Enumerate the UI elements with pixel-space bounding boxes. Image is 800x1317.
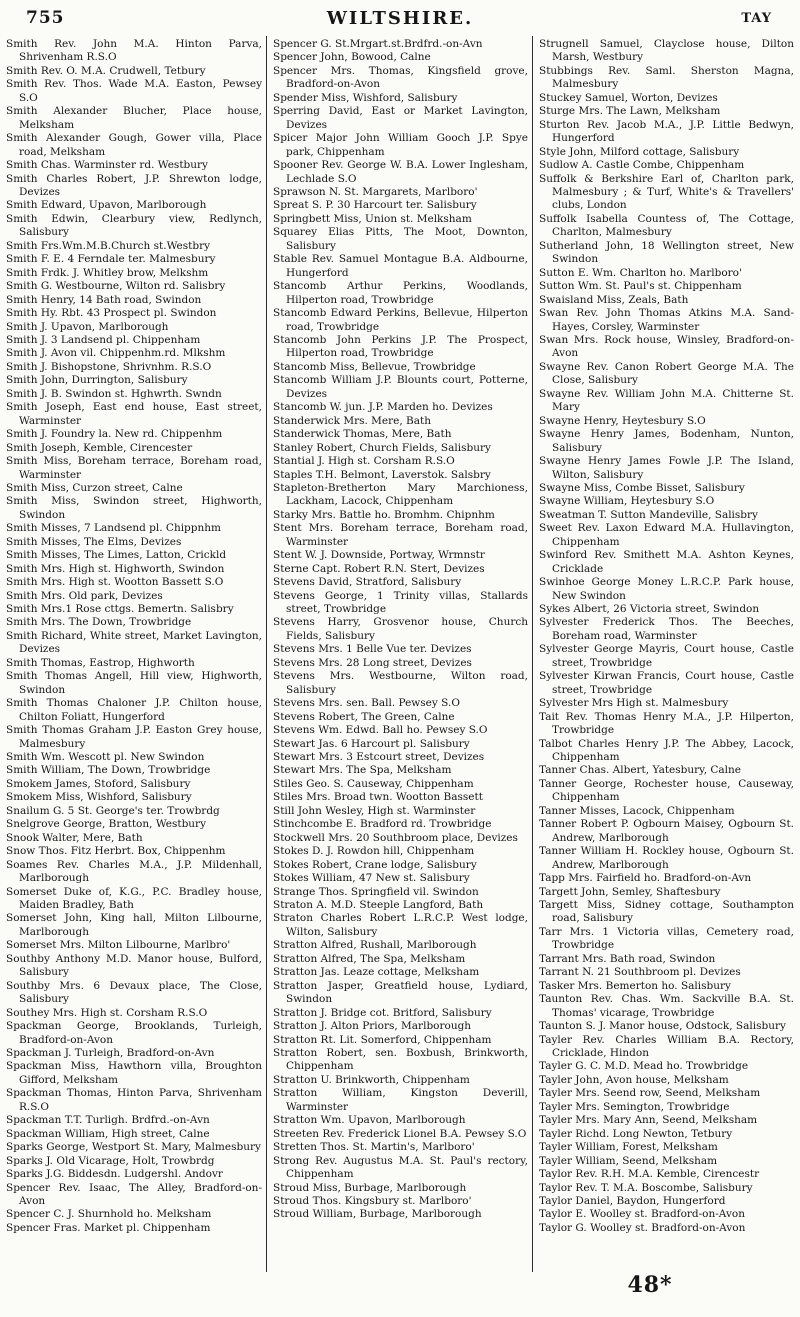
directory-entry: Tarrant N. 21 Southbroom pl. Devizes	[539, 966, 741, 979]
directory-entry: Swayne Henry, Heytesbury S.O	[539, 414, 706, 427]
directory-entry: Smith Mrs.1 Rose cttgs. Bemertn. Salisbry	[6, 603, 234, 616]
directory-entry: Stratton Alfred, The Spa, Melksham	[273, 952, 466, 965]
directory-entry: Snelgrove George, Bratton, Westbury	[6, 818, 207, 831]
directory-entry: Stancomb Arthur Perkins, Woodlands, Hilperton road, Trowbridge	[273, 280, 528, 306]
directory-entry: Smith Mrs. The Down, Trowbridge	[6, 616, 192, 629]
directory-entry: Smith G. Westbourne, Wilton rd. Salisbry	[6, 280, 226, 293]
directory-entry: Smith Misses, 7 Landsend pl. Chippnhm	[6, 522, 221, 535]
directory-entry: Stokes D. J. Rowdon hill, Chippenham	[273, 845, 475, 858]
directory-entry: Taylor Rev. T. M.A. Boscombe, Salisbury	[539, 1181, 753, 1194]
directory-entry: Smith J. Foundry la. New rd. Chippenhm	[6, 428, 223, 441]
directory-entry: Straton Charles Robert L.R.C.P. West lodge, Wilton, Salisbury	[273, 912, 528, 938]
directory-entry: Stubbings Rev. Saml. Sherston Magna, Malmesbury	[539, 64, 794, 91]
directory-entry: Stancomb W. jun. J.P. Marden ho. Devizes	[273, 401, 493, 414]
directory-entry: Sutton E. Wm. Charlton ho. Marlboro'	[539, 266, 742, 279]
directory-entry: Smith Frs.Wm.M.B.Church st.Westbry	[6, 239, 211, 252]
directory-entry: Smith Miss, Curzon street, Calne	[6, 481, 183, 494]
directory-entry: Standerwick Thomas, Mere, Bath	[273, 428, 452, 441]
directory-entry: Spencer Mrs. Thomas, Kingsfield grove, Bradford-on-Avon	[273, 64, 528, 91]
directory-entry: Stevens Mrs. 1 Belle Vue ter. Devizes	[273, 643, 472, 656]
directory-entry: Tayler John, Avon house, Melksham	[539, 1073, 729, 1086]
directory-entry: Stevens George, 1 Trinity villas, Stallards street, Trowbridge	[273, 589, 528, 616]
directory-entry: Stratton U. Brinkworth, Chippenham	[273, 1073, 470, 1086]
directory-entry: Tarr Mrs. 1 Victoria villas, Cemetery road, Trowbridge	[539, 925, 794, 952]
directory-entry: Smith Misses, The Elms, Devizes	[6, 535, 182, 548]
directory-entry: Southby Mrs. 6 Devaux place, The Close, Salisbury	[6, 979, 262, 1006]
directory-entry: Smith F. E. 4 Ferndale ter. Malmesbury	[6, 253, 216, 266]
directory-entry: Smith Wm. Wescott pl. New Swindon	[6, 751, 205, 764]
directory-entry: Smith J. 3 Landsend pl. Chippenham	[6, 333, 201, 346]
directory-entry: Taunton Rev. Chas. Wm. Sackville B.A. St. Thomas' vicarage, Trowbridge	[539, 993, 794, 1019]
directory-entry: Targett Miss, Sidney cottage, Southampton road, Salisbury	[539, 899, 794, 925]
directory-entry: Stokes William, 47 New st. Salisbury	[273, 872, 470, 885]
directory-entry: Stancomb Miss, Bellevue, Trowbridge	[273, 360, 476, 373]
directory-entry: Smith Alexander Gough, Gower villa, Place road, Melksham	[6, 132, 262, 158]
directory-entry: Stratton Jas. Leaze cottage, Melksham	[273, 966, 480, 979]
directory-entry: Soames Rev. Charles M.A., J.P. Mildenhall, Marlborough	[6, 858, 262, 885]
directory-columns	[0, 36, 800, 1272]
directory-entry: Spackman Thomas, Hinton Parva, Shrivenham R.S.O	[6, 1087, 262, 1113]
directory-entry: Swayne William, Heytesbury S.O	[539, 495, 715, 508]
directory-entry: Smith Joseph, East end house, East street, Warminster	[6, 401, 262, 427]
directory-entry: Smith J. B. Swindon st. Hghwrth. Swndn	[6, 387, 222, 400]
directory-entry: Spreat S. P. 30 Harcourt ter. Salisbury	[273, 199, 477, 212]
directory-entry: Streeten Rev. Frederick Lionel B.A. Pewsey S.O	[273, 1127, 527, 1140]
directory-entry: Sylvester Frederick Thos. The Beeches, Boreham road, Warminster	[539, 616, 794, 642]
directory-entry: Stevens Mrs. sen. Ball. Pewsey S.O	[273, 697, 460, 710]
directory-entry: Stewart Mrs. The Spa, Melksham	[273, 764, 452, 777]
page-footer	[560, 1272, 740, 1298]
directory-entry: Spackman Miss, Hawthorn villa, Broughton Gifford, Melksham	[6, 1060, 262, 1086]
directory-entry: Smith Hy. Rbt. 43 Prospect pl. Swindon	[6, 307, 217, 320]
directory-entry: Smokem James, Stoford, Salisbury	[6, 777, 191, 790]
directory-entry: Sylvester Mrs High st. Malmesbury	[539, 697, 729, 710]
directory-entry: Stratton Wm. Upavon, Marlborough	[273, 1114, 466, 1127]
directory-entry: Southby Anthony M.D. Manor house, Bulford, Salisbury	[6, 952, 262, 979]
directory-entry: Taylor Daniel, Baydon, Hungerford	[539, 1194, 726, 1207]
directory-entry: Smokem Miss, Wishford, Salisbury	[6, 791, 192, 804]
directory-entry: Straton A. M.D. Steeple Langford, Bath	[273, 899, 484, 911]
directory-entry: Stratton Alfred, Rushall, Marlborough	[273, 939, 477, 952]
directory-entry: Smith Mrs. High st. Wootton Bassett S.O	[6, 576, 224, 589]
directory-entry: Smith Thomas Angell, Hill view, Highworth, Swindon	[6, 670, 262, 696]
directory-entry: Stroud Thos. Kingsbury st. Marlboro'	[273, 1194, 472, 1207]
directory-entry: Stevens Wm. Edwd. Ball ho. Pewsey S.O	[273, 724, 488, 737]
page-title: WILTSHIRE.	[326, 8, 474, 29]
directory-entry: Smith Alexander Blucher, Place house, Melksham	[6, 105, 262, 131]
directory-entry: Starky Mrs. Battle ho. Bromhm. Chipnhm	[273, 508, 495, 521]
directory-entry: Somerset John, King hall, Milton Lilbourne, Marlborough	[6, 912, 262, 938]
directory-entry: Sparks J. Old Vicarage, Holt, Trowbrdg	[6, 1154, 215, 1167]
directory-entry: Smith Miss, Swindon street, Highworth, Swindon	[6, 495, 262, 521]
directory-entry: Stratton Jasper, Greatfield house, Lydiard, Swindon	[273, 979, 528, 1006]
directory-entry: Southey Mrs. High st. Corsham R.S.O	[6, 1006, 208, 1019]
directory-entry: Stevens Harry, Grosvenor house, Church Fields, Salisbury	[273, 616, 528, 642]
directory-entry: Tanner Chas. Albert, Yatesbury, Calne	[539, 764, 741, 777]
directory-entry: Stiles Geo. S. Causeway, Chippenham	[273, 777, 474, 790]
directory-entry: Tanner Robert P. Ogbourn Maisey, Ogbourn St. Andrew, Marlborough	[539, 818, 794, 844]
directory-entry: Smith Charles Robert, J.P. Shrewton lodge, Devizes	[6, 172, 262, 198]
directory-entry: Stevens Mrs. 28 Long street, Devizes	[273, 656, 472, 669]
directory-entry: Tanner Misses, Lacock, Chippenham	[539, 804, 735, 817]
directory-entry: Sprawson N. St. Margarets, Marlboro'	[273, 185, 478, 198]
directory-entry: Sudlow A. Castle Combe, Chippenham	[539, 159, 745, 172]
directory-entry: Taylor G. Woolley st. Bradford-on-Avon	[539, 1221, 746, 1234]
directory-entry: Still John Wesley, High st. Warminster	[273, 804, 476, 817]
directory-entry: Stancomb John Perkins J.P. The Prospect, Hilperton road, Trowbridge	[273, 333, 528, 360]
directory-entry: Swan Rev. John Thomas Atkins M.A. Sand-Hayes, Corsley, Warminster	[539, 307, 794, 333]
directory-entry: Tayler Mrs. Seend row, Seend, Melksham	[539, 1087, 761, 1100]
directory-entry: Taylor E. Woolley st. Bradford-on-Avon	[539, 1208, 745, 1221]
directory-entry: Stratton William, Kingston Deverill, Warminster	[273, 1087, 528, 1113]
directory-entry: Style John, Milford cottage, Salisbury	[539, 145, 740, 158]
directory-entry: Smith Chas. Warminster rd. Westbury	[6, 159, 208, 172]
directory-entry: Stevens David, Stratford, Salisbury	[273, 576, 462, 589]
directory-entry: Tayler William, Forest, Melksham	[539, 1141, 718, 1154]
directory-entry: Taylor Rev. R.H. M.A. Kemble, Cirencestr	[539, 1168, 760, 1181]
directory-entry: Snook Walter, Mere, Bath	[6, 831, 143, 844]
directory-entry: Tayler Mrs. Semington, Trowbridge	[539, 1100, 730, 1113]
directory-entry: Stent W. J. Downside, Portway, Wrmnstr	[273, 549, 485, 562]
directory-entry: Sykes Albert, 26 Victoria street, Swindon	[539, 603, 760, 616]
directory-entry: Stancomb William J.P. Blounts court, Potterne, Devizes	[273, 374, 528, 400]
directory-entry: Suffolk & Berkshire Earl of, Charlton park, Malmesbury ; & Turf, White's & Travellers' clubs, London	[539, 172, 794, 212]
directory-entry: Strugnell Samuel, Clayclose house, Dilton Marsh, Westbury	[539, 38, 794, 64]
directory-entry: Tayler William, Seend, Melksham	[539, 1154, 718, 1167]
directory-entry: Tapp Mrs. Fairfield ho. Bradford-on-Avn	[539, 872, 752, 885]
directory-column-1	[0, 36, 266, 1272]
directory-entry: Suffolk Isabella Countess of, The Cottage, Charlton, Malmesbury	[539, 212, 794, 239]
directory-entry: Spackman J. Turleigh, Bradford-on-Avn	[6, 1046, 215, 1059]
directory-entry: Smith Joseph, Kemble, Cirencester	[6, 441, 193, 454]
directory-entry: Talbot Charles Henry J.P. The Abbey, Lacock, Chippenham	[539, 737, 794, 764]
header-catchword: TAY	[741, 11, 772, 26]
directory-column-2	[266, 36, 532, 1272]
directory-entry: Spackman William, High street, Calne	[6, 1127, 210, 1140]
directory-entry: Smith Mrs. Old park, Devizes	[6, 589, 163, 602]
directory-entry: Swan Mrs. Rock house, Winsley, Bradford-on-Avon	[539, 333, 794, 360]
directory-entry: Snailum G. 5 St. George's ter. Trowbrdg	[6, 804, 220, 817]
directory-entry: Swayne Miss, Combe Bisset, Salisbury	[539, 481, 745, 494]
directory-entry: Smith Rev. O. M.A. Crudwell, Tetbury	[6, 64, 206, 77]
directory-entry: Strange Thos. Springfield vil. Swindon	[273, 885, 479, 898]
directory-entry: Smith Mrs. High st. Highworth, Swindon	[6, 562, 225, 575]
directory-entry: Sweatman T. Sutton Mandeville, Salisbry	[539, 508, 758, 521]
directory-entry: Swinford Rev. Smithett M.A. Ashton Keynes, Cricklade	[539, 549, 794, 575]
directory-entry: Somerset Duke of, K.G., P.C. Bradley house, Maiden Bradley, Bath	[6, 885, 262, 911]
directory-entry: Stroud Miss, Burbage, Marlborough	[273, 1181, 467, 1194]
directory-entry: Smith J. Avon vil. Chippenhm.rd. Mlkshm	[6, 347, 226, 360]
directory-entry: Smith Henry, 14 Bath road, Swindon	[6, 293, 202, 306]
directory-entry: Smith William, The Down, Trowbridge	[6, 764, 211, 777]
directory-entry: Stratton Rt. Lit. Somerford, Chippenham	[273, 1033, 492, 1046]
page-number: 755	[26, 8, 65, 28]
directory-entry: Stuckey Samuel, Worton, Devizes	[539, 91, 718, 104]
directory-entry: Staples T.H. Belmont, Laverstok. Salsbry	[273, 468, 491, 481]
directory-entry: Sylvester Kirwan Francis, Court house, Castle street, Trowbridge	[539, 670, 794, 696]
directory-entry: Spackman T.T. Turligh. Brdfrd.-on-Avn	[6, 1114, 210, 1127]
directory-entry: Spooner Rev. George W. B.A. Lower Inglesham, Lechlade S.O	[273, 159, 528, 185]
directory-entry: Spicer Major John William Gooch J.P. Spye park, Chippenham	[273, 132, 528, 158]
directory-entry: Sutton Wm. St. Paul's st. Chippenham	[539, 280, 742, 293]
directory-entry: Stratton Robert, sen. Boxbush, Brinkworth, Chippenham	[273, 1046, 528, 1073]
directory-entry: Spencer John, Bowood, Calne	[273, 51, 431, 64]
directory-entry: Sparks J.G. Biddesdn. Ludgershl. Andovr	[6, 1168, 223, 1181]
directory-entry: Taunton S. J. Manor house, Odstock, Salisbury	[539, 1020, 786, 1033]
directory-entry: Swinhoe George Money L.R.C.P. Park house, New Swindon	[539, 576, 794, 602]
directory-entry: Sweet Rev. Laxon Edward M.A. Hullavington, Chippenham	[539, 522, 794, 548]
directory-entry: Stevens Mrs. Westbourne, Wilton road, Salisbury	[273, 670, 528, 696]
directory-entry: Tarrant Mrs. Bath road, Swindon	[539, 952, 716, 965]
directory-entry: Stantial J. High st. Corsham R.S.O	[273, 455, 455, 468]
directory-entry: Smith Thomas, Eastrop, Highworth	[6, 656, 195, 669]
directory-entry: Tayler Richd. Long Newton, Tetbury	[539, 1127, 733, 1140]
directory-entry: Stinchcombe E. Bradford rd. Trowbridge	[273, 818, 492, 831]
directory-entry: Stroud William, Burbage, Marlborough	[273, 1208, 482, 1221]
directory-entry: Stiles Mrs. Broad twn. Wootton Bassett	[273, 791, 483, 804]
directory-entry: Smith Thomas Graham J.P. Easton Grey house, Malmesbury	[6, 724, 262, 750]
directory-entry: Sturge Mrs. The Lawn, Melksham	[539, 105, 721, 118]
directory-entry: Tayler G. C. M.D. Mead ho. Trowbridge	[539, 1060, 749, 1073]
directory-entry: Stockwell Mrs. 20 Southbroom place, Devizes	[273, 831, 518, 844]
directory-entry: Smith Miss, Boreham terrace, Boreham road, Warminster	[6, 455, 262, 481]
directory-entry: Stewart Jas. 6 Harcourt pl. Salisbury	[273, 737, 470, 750]
directory-entry: Sutherland John, 18 Wellington street, New Swindon	[539, 239, 794, 266]
directory-entry: Smith J. Bishopstone, Shrivnhm. R.S.O	[6, 360, 212, 373]
page-header	[0, 0, 800, 34]
directory-entry: Stewart Mrs. 3 Estcourt street, Devizes	[273, 751, 485, 764]
directory-entry: Spackman George, Brooklands, Turleigh, Bradford-on-Avon	[6, 1020, 262, 1046]
directory-entry: Smith Misses, The Limes, Latton, Crickld	[6, 549, 227, 562]
directory-entry: Targett John, Semley, Shaftesbury	[539, 885, 721, 898]
directory-entry: Sturton Rev. Jacob M.A., J.P. Little Bedwyn, Hungerford	[539, 118, 794, 145]
directory-entry: Spencer Fras. Market pl. Chippenham	[6, 1221, 211, 1234]
directory-entry: Stancomb Edward Perkins, Bellevue, Hilperton road, Trowbridge	[273, 307, 528, 333]
directory-entry: Smith Frdk. J. Whitley brow, Melkshm	[6, 266, 209, 279]
directory-entry: Tanner William H. Rockley house, Ogbourn St. Andrew, Marlborough	[539, 845, 794, 871]
directory-entry: Smith Edwin, Clearbury view, Redlynch, Salisbury	[6, 212, 262, 239]
directory-entry: Smith Richard, White street, Market Lavington, Devizes	[6, 629, 262, 656]
directory-entry: Stapleton-Bretherton Mary Marchioness, Lackham, Lacock, Chippenham	[273, 481, 528, 508]
directory-entry: Sparks George, Westport St. Mary, Malmesbury	[6, 1141, 261, 1154]
directory-entry: Strong Rev. Augustus M.A. St. Paul's rectory, Chippenham	[273, 1154, 528, 1181]
directory-entry: Springbett Miss, Union st. Melksham	[273, 212, 472, 225]
directory-entry: Smith Thomas Chaloner J.P. Chilton house, Chilton Foliatt, Hungerford	[6, 697, 262, 723]
directory-entry: Tanner George, Rochester house, Causeway, Chippenham	[539, 777, 794, 804]
directory-entry: Tasker Mrs. Bemerton ho. Salisbury	[539, 979, 731, 992]
directory-entry: Smith John, Durrington, Salisbury	[6, 374, 188, 387]
directory-entry: Spencer G. St.Mrgart.st.Brdfrd.-on-Avn	[273, 38, 483, 50]
directory-column-3	[532, 36, 798, 1272]
signature-mark: 48*	[627, 1272, 673, 1298]
directory-entry: Swayne Rev. William John M.A. Chitterne St. Mary	[539, 387, 794, 414]
directory-entry: Squarey Elias Pitts, The Moot, Downton, Salisbury	[273, 226, 528, 252]
directory-entry: Stretten Thos. St. Martin's, Marlboro'	[273, 1141, 475, 1154]
directory-entry: Sylvester George Mayris, Court house, Castle street, Trowbridge	[539, 643, 794, 669]
directory-entry: Smith Edward, Upavon, Marlborough	[6, 199, 207, 212]
directory-entry: Stent Mrs. Boreham terrace, Boreham road, Warminster	[273, 522, 528, 548]
directory-entry: Standerwick Mrs. Mere, Bath	[273, 414, 431, 427]
directory-entry: Swaisland Miss, Zeals, Bath	[539, 293, 689, 306]
directory-entry: Stratton J. Bridge cot. Britford, Salisbury	[273, 1006, 492, 1019]
directory-entry: Tait Rev. Thomas Henry M.A., J.P. Hilperton, Trowbridge	[539, 710, 794, 737]
directory-entry: Spencer C. J. Shurnhold ho. Melksham	[6, 1208, 212, 1221]
directory-entry: Sperring David, East or Market Lavington, Devizes	[273, 105, 528, 131]
directory-entry: Tayler Rev. Charles William B.A. Rectory, Cricklade, Hindon	[539, 1033, 794, 1059]
directory-entry: Swayne Henry James Fowle J.P. The Island, Wilton, Salisbury	[539, 455, 794, 481]
directory-entry: Smith Rev. John M.A. Hinton Parva, Shrivenham R.S.O	[6, 38, 262, 64]
directory-entry: Sterne Capt. Robert R.N. Stert, Devizes	[273, 562, 485, 575]
directory-entry: Stevens Robert, The Green, Calne	[273, 710, 455, 723]
directory-entry: Snow Thos. Fitz Herbrt. Box, Chippenhm	[6, 845, 226, 858]
directory-entry: Swayne Rev. Canon Robert George M.A. The Close, Salisbury	[539, 360, 794, 387]
directory-entry: Spencer Rev. Isaac, The Alley, Bradford-on-Avon	[6, 1181, 262, 1207]
directory-entry: Stable Rev. Samuel Montague B.A. Aldbourne, Hungerford	[273, 253, 528, 279]
directory-entry: Swayne Henry James, Bodenham, Nunton, Salisbury	[539, 428, 794, 454]
directory-entry: Tayler Mrs. Mary Ann, Seend, Melksham	[539, 1114, 758, 1127]
directory-entry: Smith J. Upavon, Marlborough	[6, 320, 169, 333]
directory-entry: Smith Rev. Thos. Wade M.A. Easton, Pewsey S.O	[6, 78, 262, 104]
directory-entry: Somerset Mrs. Milton Lilbourne, Marlbro'	[6, 939, 231, 952]
directory-entry: Spender Miss, Wishford, Salisbury	[273, 91, 458, 104]
directory-entry: Stanley Robert, Church Fields, Salisbury	[273, 441, 491, 454]
directory-entry: Stokes Robert, Crane lodge, Salisbury	[273, 858, 477, 871]
directory-entry: Stratton J. Alton Priors, Marlborough	[273, 1020, 472, 1033]
